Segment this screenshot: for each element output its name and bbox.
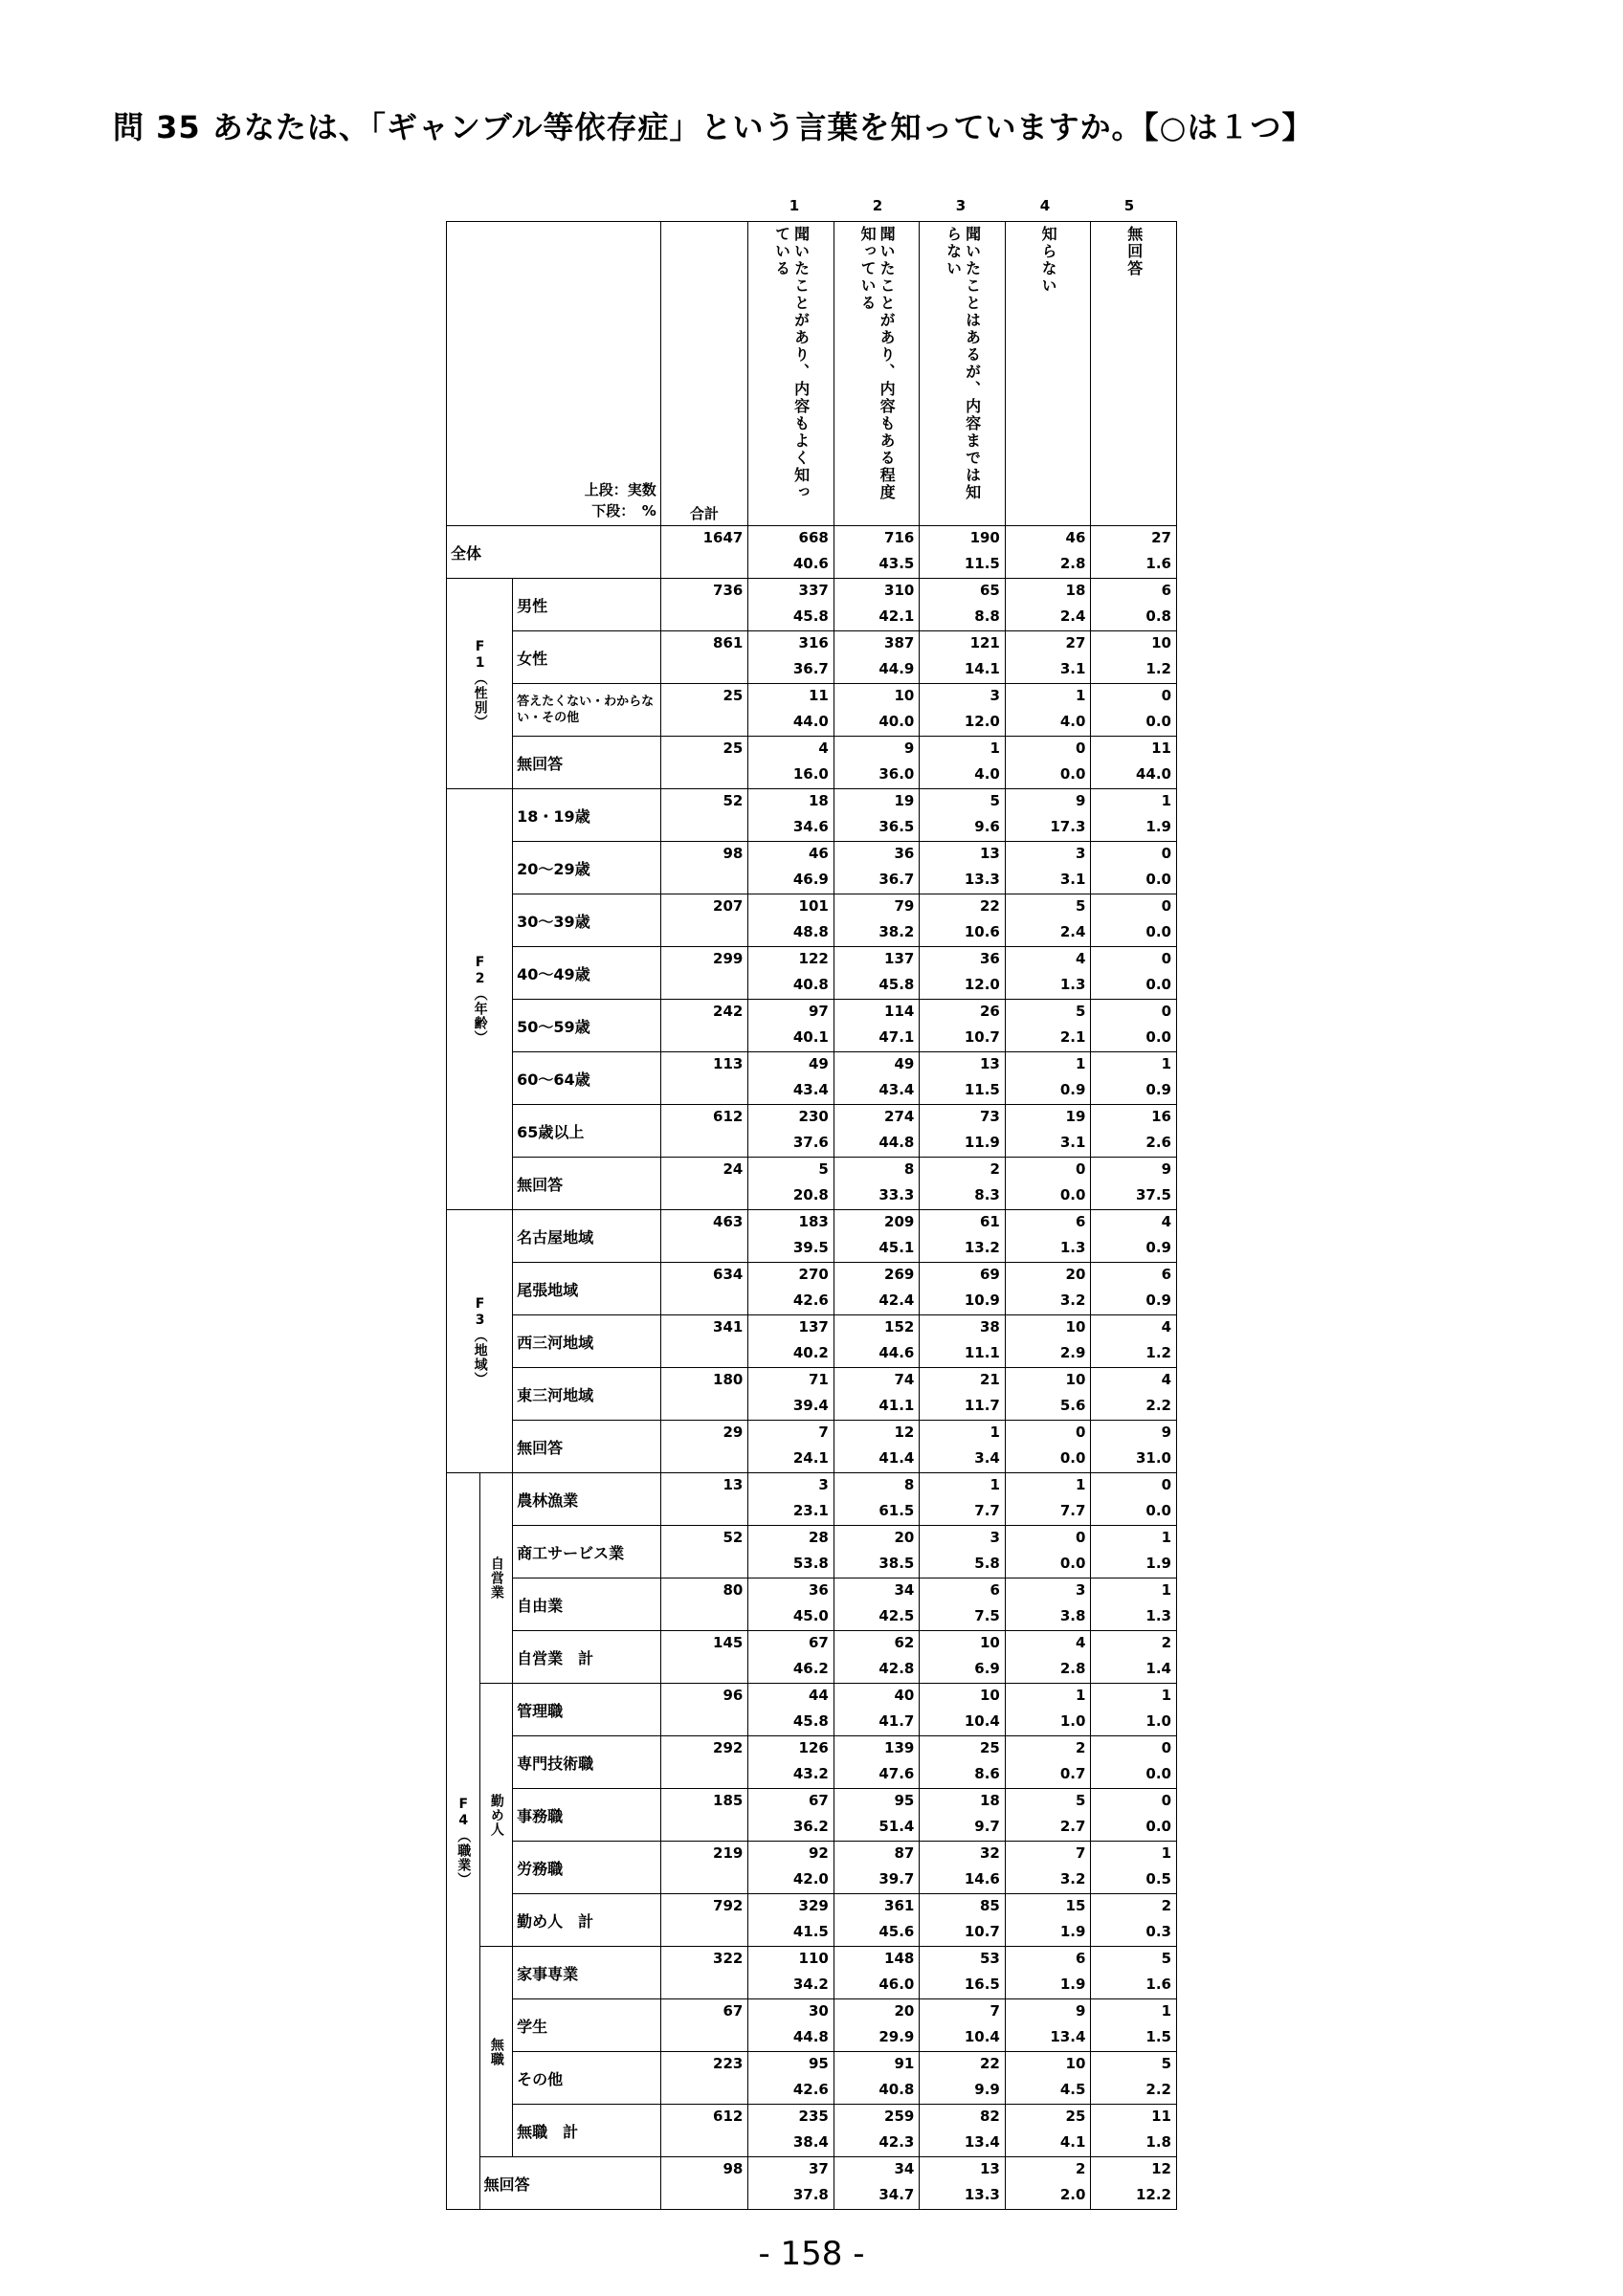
data-cell: 15 1.9: [1005, 1894, 1091, 1947]
data-cell: 4 2.2: [1091, 1368, 1177, 1421]
data-cell: 6 1.9: [1005, 1947, 1091, 1999]
data-cell: 2 0.7: [1005, 1736, 1091, 1789]
data-cell: 3 5.8: [920, 1526, 1006, 1578]
data-cell: 62 42.8: [834, 1631, 920, 1684]
row-label: 無回答: [513, 737, 661, 789]
data-cell: 5 2.2: [1091, 2052, 1177, 2105]
data-cell: 230 37.6: [748, 1105, 834, 1158]
table-row: [447, 1842, 1177, 1894]
data-cell: 0 0.0: [1005, 1158, 1091, 1210]
total-header: 合計: [660, 222, 748, 526]
data-cell: 95 42.6: [748, 2052, 834, 2105]
data-cell: 34 34.7: [834, 2157, 920, 2210]
row-total: 98: [660, 842, 748, 894]
data-cell: 139 47.6: [834, 1736, 920, 1789]
data-cell: 18 34.6: [748, 789, 834, 842]
data-cell: 1 3.4: [920, 1421, 1006, 1473]
data-cell: 10 40.0: [834, 684, 920, 737]
data-cell: 34 42.5: [834, 1578, 920, 1631]
data-cell: 12 41.4: [834, 1421, 920, 1473]
data-cell: 10 4.5: [1005, 2052, 1091, 2105]
data-cell: 6 0.9: [1091, 1263, 1177, 1315]
data-cell: 11 44.0: [748, 684, 834, 737]
table-row: [447, 2052, 1177, 2105]
data-cell: 13 13.3: [920, 2157, 1006, 2210]
data-cell: 18 2.4: [1005, 579, 1091, 631]
data-cell: 13 11.5: [920, 1052, 1006, 1105]
data-cell: 8 33.3: [834, 1158, 920, 1210]
data-cell: 148 46.0: [834, 1947, 920, 1999]
data-cell: 20 38.5: [834, 1526, 920, 1578]
row-total: 634: [660, 1263, 748, 1315]
data-cell: 0 0.0: [1091, 1000, 1177, 1052]
data-cell: 9 37.5: [1091, 1158, 1177, 1210]
row-label: 自由業: [513, 1578, 661, 1631]
table-row: [447, 1368, 1177, 1421]
data-cell: 44 45.8: [748, 1684, 834, 1736]
table-row: [447, 2105, 1177, 2157]
row-total: 219: [660, 1842, 748, 1894]
data-cell: 7 10.4: [920, 1999, 1006, 2052]
data-cell: 16 2.6: [1091, 1105, 1177, 1158]
data-cell: 8 61.5: [834, 1473, 920, 1526]
table-row: [447, 1999, 1177, 2052]
data-cell: 114 47.1: [834, 1000, 920, 1052]
data-cell: 32 14.6: [920, 1842, 1006, 1894]
data-cell: 329 41.5: [748, 1894, 834, 1947]
data-cell: 22 10.6: [920, 894, 1006, 947]
table-row: [447, 947, 1177, 1000]
data-cell: 12 12.2: [1091, 2157, 1177, 2210]
table-row: [447, 1947, 1177, 1999]
overall-cell: 668 40.6: [748, 526, 834, 579]
data-cell: 121 14.1: [920, 631, 1006, 684]
data-cell: 310 42.1: [834, 579, 920, 631]
data-cell: 137 40.2: [748, 1315, 834, 1368]
data-cell: 7 24.1: [748, 1421, 834, 1473]
data-cell: 1 1.5: [1091, 1999, 1177, 2052]
data-cell: 25 4.1: [1005, 2105, 1091, 2157]
row-total: 25: [660, 737, 748, 789]
data-cell: 9 13.4: [1005, 1999, 1091, 2052]
data-cell: 361 45.6: [834, 1894, 920, 1947]
row-total: 80: [660, 1578, 748, 1631]
data-cell: 13 13.3: [920, 842, 1006, 894]
data-cell: 0 0.0: [1005, 737, 1091, 789]
data-cell: 183 39.5: [748, 1210, 834, 1263]
table-row: [447, 1894, 1177, 1947]
data-cell: 1 7.7: [920, 1473, 1006, 1526]
row-label: 労務職: [513, 1842, 661, 1894]
data-cell: 4 2.8: [1005, 1631, 1091, 1684]
table-row: [447, 1578, 1177, 1631]
data-cell: 259 42.3: [834, 2105, 920, 2157]
data-cell: 1 0.9: [1005, 1052, 1091, 1105]
data-cell: 1 0.5: [1091, 1842, 1177, 1894]
data-cell: 21 11.7: [920, 1368, 1006, 1421]
row-label: 30～39歳: [513, 894, 661, 947]
row-label: 家事専業: [513, 1947, 661, 1999]
table-row: [447, 842, 1177, 894]
data-cell: 91 40.8: [834, 2052, 920, 2105]
row-label: 60～64歳: [513, 1052, 661, 1105]
row-label: 管理職: [513, 1684, 661, 1736]
group-label: 無職: [479, 1947, 513, 2157]
data-cell: 0 0.0: [1005, 1526, 1091, 1578]
data-cell: 3 23.1: [748, 1473, 834, 1526]
row-total: 145: [660, 1631, 748, 1684]
data-cell: 10 1.2: [1091, 631, 1177, 684]
col-number: 3: [955, 197, 967, 214]
data-cell: 28 53.8: [748, 1526, 834, 1578]
row-label: 無回答: [513, 1421, 661, 1473]
data-cell: 4 1.2: [1091, 1315, 1177, 1368]
row-total: 736: [660, 579, 748, 631]
data-cell: 387 44.9: [834, 631, 920, 684]
data-cell: 5 20.8: [748, 1158, 834, 1210]
data-cell: 61 13.2: [920, 1210, 1006, 1263]
table-row: [447, 1736, 1177, 1789]
group-label: 自営業: [479, 1473, 513, 1684]
data-cell: 6 1.3: [1005, 1210, 1091, 1263]
data-cell: 30 44.8: [748, 1999, 834, 2052]
data-cell: 46 46.9: [748, 842, 834, 894]
data-cell: 0 0.0: [1091, 684, 1177, 737]
row-total: 185: [660, 1789, 748, 1842]
data-cell: 137 45.8: [834, 947, 920, 1000]
data-cell: 10 10.4: [920, 1684, 1006, 1736]
table-row: [447, 1052, 1177, 1105]
row-label: 18・19歳: [513, 789, 661, 842]
data-cell: 5 1.6: [1091, 1947, 1177, 1999]
row-label: 50～59歳: [513, 1000, 661, 1052]
data-cell: 19 36.5: [834, 789, 920, 842]
data-cell: 25 8.6: [920, 1736, 1006, 1789]
data-cell: 0 0.0: [1091, 894, 1177, 947]
data-cell: 18 9.7: [920, 1789, 1006, 1842]
row-total: 341: [660, 1315, 748, 1368]
row-total: 223: [660, 2052, 748, 2105]
data-cell: 270 42.6: [748, 1263, 834, 1315]
page-title: 問 35 あなたは、「ギャンブル等依存症」という言葉を知っていますか。【○は１つ】: [113, 109, 1314, 145]
row-total: 25: [660, 684, 748, 737]
table-row: [447, 789, 1177, 842]
data-cell: 101 48.8: [748, 894, 834, 947]
data-cell: 0 0.0: [1091, 842, 1177, 894]
legend-top: 上段：実数: [584, 481, 656, 498]
row-label: 答えたくない・わからない・その他: [513, 684, 661, 737]
row-label: 事務職: [513, 1789, 661, 1842]
group-label: 勤め人: [479, 1684, 513, 1947]
row-label: その他: [513, 2052, 661, 2105]
row-total: 52: [660, 1526, 748, 1578]
data-cell: 3 12.0: [920, 684, 1006, 737]
data-cell: 1 1.9: [1091, 789, 1177, 842]
table-row: [447, 1789, 1177, 1842]
data-cell: 7 3.2: [1005, 1842, 1091, 1894]
overall-cell: 190 11.5: [920, 526, 1006, 579]
legend-bottom: 下段： %: [591, 502, 656, 519]
col-number: 4: [1039, 197, 1051, 214]
row-total: 24: [660, 1158, 748, 1210]
data-cell: 11 1.8: [1091, 2105, 1177, 2157]
data-cell: 1 4.0: [920, 737, 1006, 789]
option-header-2: 聞いたことがあり、内容もある程度知っている: [834, 222, 920, 526]
data-cell: 82 13.4: [920, 2105, 1006, 2157]
data-cell: 274 44.8: [834, 1105, 920, 1158]
row-total: 29: [660, 1421, 748, 1473]
data-cell: 152 44.6: [834, 1315, 920, 1368]
data-cell: 0 0.0: [1091, 1789, 1177, 1842]
data-cell: 5 2.4: [1005, 894, 1091, 947]
table-row: [447, 1315, 1177, 1368]
row-label: 学生: [513, 1999, 661, 2052]
table-row: [447, 737, 1177, 789]
row-label: 無回答: [513, 1158, 661, 1210]
table-row: [447, 1421, 1177, 1473]
table-row: [447, 1631, 1177, 1684]
table-row: [447, 684, 1177, 737]
data-cell: 40 41.7: [834, 1684, 920, 1736]
table-row: [447, 631, 1177, 684]
data-cell: 69 10.9: [920, 1263, 1006, 1315]
row-label: 無職 計: [513, 2105, 661, 2157]
overall-label: 全体: [447, 526, 661, 579]
row-label: 65歳以上: [513, 1105, 661, 1158]
option-header-4: 知らない: [1005, 222, 1091, 526]
data-cell: 36 36.7: [834, 842, 920, 894]
data-cell: 65 8.8: [920, 579, 1006, 631]
row-total: 792: [660, 1894, 748, 1947]
data-cell: 22 9.9: [920, 2052, 1006, 2105]
page-number: - 158 -: [758, 2235, 865, 2273]
table-row: [447, 1000, 1177, 1052]
data-cell: 97 40.1: [748, 1000, 834, 1052]
data-cell: 10 5.6: [1005, 1368, 1091, 1421]
option-header-5: 無回答: [1091, 222, 1177, 526]
data-cell: 122 40.8: [748, 947, 834, 1000]
data-cell: 269 42.4: [834, 1263, 920, 1315]
data-cell: 87 39.7: [834, 1842, 920, 1894]
data-cell: 67 36.2: [748, 1789, 834, 1842]
data-cell: 337 45.8: [748, 579, 834, 631]
row-label: 20～29歳: [513, 842, 661, 894]
data-cell: 38 11.1: [920, 1315, 1006, 1368]
group-label: F3（地域）: [447, 1210, 513, 1473]
data-cell: 36 12.0: [920, 947, 1006, 1000]
data-cell: 73 11.9: [920, 1105, 1006, 1158]
data-cell: 5 2.7: [1005, 1789, 1091, 1842]
row-total: 207: [660, 894, 748, 947]
overall-cell: 46 2.8: [1005, 526, 1091, 579]
data-cell: 5 9.6: [920, 789, 1006, 842]
option-header-3: 聞いたことはあるが、内容までは知らない: [920, 222, 1006, 526]
data-cell: 19 3.1: [1005, 1105, 1091, 1158]
data-cell: 4 1.3: [1005, 947, 1091, 1000]
legend-cell: [447, 222, 661, 526]
row-total: 242: [660, 1000, 748, 1052]
table-row: [447, 1263, 1177, 1315]
row-total: 612: [660, 2105, 748, 2157]
row-total: 67: [660, 1999, 748, 2052]
row-label: 女性: [513, 631, 661, 684]
data-cell: 10 2.9: [1005, 1315, 1091, 1368]
data-cell: 85 10.7: [920, 1894, 1006, 1947]
data-cell: 2 0.3: [1091, 1894, 1177, 1947]
data-cell: 1 0.9: [1091, 1052, 1177, 1105]
data-cell: 4 0.9: [1091, 1210, 1177, 1263]
data-cell: 49 43.4: [834, 1052, 920, 1105]
data-cell: 9 31.0: [1091, 1421, 1177, 1473]
table-row: [447, 2157, 1177, 2210]
data-cell: 0 0.0: [1091, 1736, 1177, 1789]
row-label: 尾張地域: [513, 1263, 661, 1315]
data-cell: 95 51.4: [834, 1789, 920, 1842]
data-cell: 235 38.4: [748, 2105, 834, 2157]
data-cell: 1 1.3: [1091, 1578, 1177, 1631]
data-cell: 53 16.5: [920, 1947, 1006, 1999]
row-total: 52: [660, 789, 748, 842]
data-cell: 92 42.0: [748, 1842, 834, 1894]
row-label: 西三河地域: [513, 1315, 661, 1368]
row-label: 40～49歳: [513, 947, 661, 1000]
row-total: 861: [660, 631, 748, 684]
row-label: 専門技術職: [513, 1736, 661, 1789]
data-cell: 0 0.0: [1091, 947, 1177, 1000]
data-cell: 3 3.8: [1005, 1578, 1091, 1631]
row-total: 180: [660, 1368, 748, 1421]
data-cell: 2 8.3: [920, 1158, 1006, 1210]
row-total: 322: [660, 1947, 748, 1999]
group-label: F4（職業）: [447, 1473, 480, 2210]
crosstab-table: [446, 221, 1177, 2210]
row-label: 男性: [513, 579, 661, 631]
table-row: [447, 579, 1177, 631]
row-label: 無回答: [479, 2157, 660, 2210]
group-label: F1（性別）: [447, 579, 513, 789]
data-cell: 6 7.5: [920, 1578, 1006, 1631]
data-cell: 20 3.2: [1005, 1263, 1091, 1315]
overall-cell: 27 1.6: [1091, 526, 1177, 579]
row-total: 463: [660, 1210, 748, 1263]
overall-row: [447, 526, 1177, 579]
data-cell: 4 16.0: [748, 737, 834, 789]
row-label: 商工サービス業: [513, 1526, 661, 1578]
data-cell: 79 38.2: [834, 894, 920, 947]
data-cell: 0 0.0: [1091, 1473, 1177, 1526]
row-total: 113: [660, 1052, 748, 1105]
data-cell: 2 1.4: [1091, 1631, 1177, 1684]
data-cell: 9 36.0: [834, 737, 920, 789]
data-cell: 6 0.8: [1091, 579, 1177, 631]
row-total: 98: [660, 2157, 748, 2210]
data-cell: 20 29.9: [834, 1999, 920, 2052]
data-cell: 1 4.0: [1005, 684, 1091, 737]
data-cell: 49 43.4: [748, 1052, 834, 1105]
data-cell: 5 2.1: [1005, 1000, 1091, 1052]
row-label: 名古屋地域: [513, 1210, 661, 1263]
header-row: [447, 222, 1177, 526]
overall-cell: 716 43.5: [834, 526, 920, 579]
data-cell: 1 1.0: [1005, 1684, 1091, 1736]
row-label: 東三河地域: [513, 1368, 661, 1421]
table-row: [447, 1684, 1177, 1736]
table-row: [447, 894, 1177, 947]
data-cell: 1 1.0: [1091, 1684, 1177, 1736]
data-cell: 2 2.0: [1005, 2157, 1091, 2210]
data-cell: 67 46.2: [748, 1631, 834, 1684]
data-cell: 71 39.4: [748, 1368, 834, 1421]
data-cell: 1 1.9: [1091, 1526, 1177, 1578]
data-cell: 3 3.1: [1005, 842, 1091, 894]
row-total: 292: [660, 1736, 748, 1789]
col-number: 1: [789, 197, 800, 214]
group-label: F2（年齢）: [447, 789, 513, 1210]
overall-total: 1647: [660, 526, 748, 579]
table-row: [447, 1473, 1177, 1526]
data-cell: 126 43.2: [748, 1736, 834, 1789]
table-row: [447, 1158, 1177, 1210]
data-cell: 110 34.2: [748, 1947, 834, 1999]
row-label: 自営業 計: [513, 1631, 661, 1684]
row-total: 13: [660, 1473, 748, 1526]
data-cell: 209 45.1: [834, 1210, 920, 1263]
data-cell: 11 44.0: [1091, 737, 1177, 789]
data-cell: 316 36.7: [748, 631, 834, 684]
col-number: 2: [872, 197, 883, 214]
table-row: [447, 1105, 1177, 1158]
data-cell: 27 3.1: [1005, 631, 1091, 684]
row-label: 農林漁業: [513, 1473, 661, 1526]
col-number: 5: [1123, 197, 1135, 214]
data-cell: 0 0.0: [1005, 1421, 1091, 1473]
data-cell: 36 45.0: [748, 1578, 834, 1631]
data-cell: 74 41.1: [834, 1368, 920, 1421]
data-cell: 9 17.3: [1005, 789, 1091, 842]
option-header-1: 聞いたことがあり、内容もよく知っている: [748, 222, 834, 526]
row-total: 96: [660, 1684, 748, 1736]
table-row: [447, 1526, 1177, 1578]
row-total: 612: [660, 1105, 748, 1158]
data-cell: 37 37.8: [748, 2157, 834, 2210]
row-total: 299: [660, 947, 748, 1000]
data-cell: 1 7.7: [1005, 1473, 1091, 1526]
row-label: 勤め人 計: [513, 1894, 661, 1947]
data-cell: 26 10.7: [920, 1000, 1006, 1052]
table-row: [447, 1210, 1177, 1263]
data-cell: 10 6.9: [920, 1631, 1006, 1684]
